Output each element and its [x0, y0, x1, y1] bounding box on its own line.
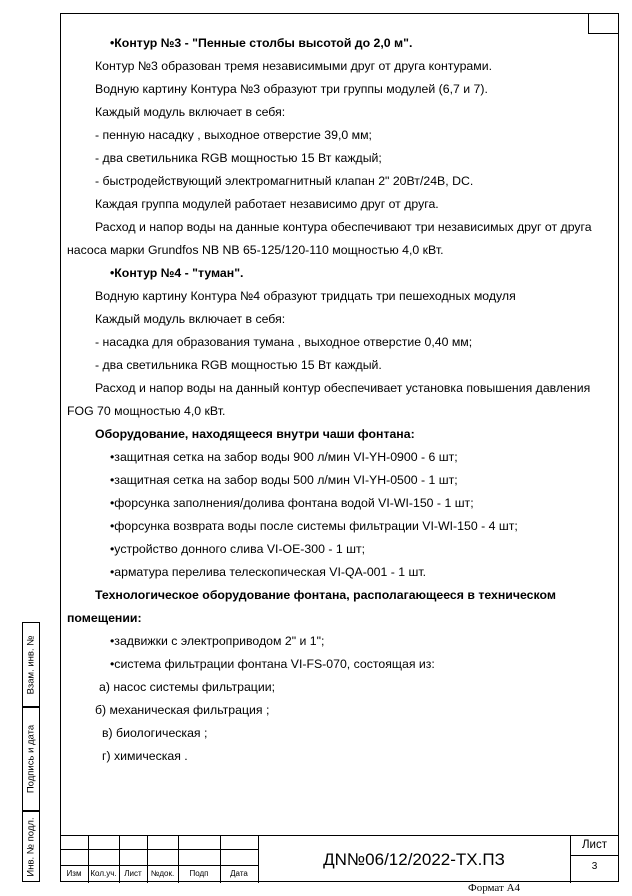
sheet-label: Лист	[582, 839, 607, 851]
list-item: - два светильника RGB мощностью 15 Вт каждый.	[95, 358, 382, 372]
side-label-inv: Инв. № подл.	[25, 816, 37, 877]
sub-list-item: в) биологическая ;	[102, 726, 208, 740]
heading-equipment-tech-room: Технологическое оборудование фонтана, располагающееся в техническом	[95, 588, 556, 602]
list-item: •система фильтрации фонтана VI-FS-070, состоящая из:	[110, 657, 435, 671]
document-code: ДN№06/12/2022-ТХ.ПЗ	[323, 850, 505, 869]
format-label: Формат А4	[468, 882, 521, 894]
list-item: •устройство донного слива VI-OE-300 - 1 шт;	[110, 542, 366, 556]
list-item: •защитная сетка на забор воды 500 л/мин VI-YH-0500 - 1 шт;	[110, 473, 458, 487]
sub-list-item: б) механическая фильтрация ;	[95, 703, 270, 717]
header-data: Дата	[230, 869, 248, 878]
text-line: Каждая группа модулей работает независимо друг от друга.	[95, 197, 439, 211]
side-label-vzam: Взам. инв. №	[25, 635, 37, 694]
header-izm: Изм	[66, 869, 82, 878]
side-field-podpis	[22, 707, 40, 811]
heading-equipment-bowl: Оборудование, находящееся внутри чаши фонтана:	[95, 427, 415, 441]
heading-equipment-tech-room-cont: помещении:	[67, 611, 142, 625]
list-item: •форсунка возврата воды после системы фильтрации VI-WI-150 - 4 шт;	[110, 519, 518, 533]
text-line: Каждый модуль включает в себя:	[95, 105, 286, 119]
list-item: - два светильника RGB мощностью 15 Вт каждый;	[95, 151, 382, 165]
heading-contour-4: •Контур №4 - "туман".	[110, 266, 244, 280]
corner-box	[588, 13, 619, 34]
side-label-podpis: Подпись и дата	[25, 724, 37, 794]
text-line: FOG 70 мощностью 4,0 кВт.	[67, 404, 226, 418]
header-ndok: №док.	[150, 869, 175, 878]
list-item: •арматура перелива телескопическая VI-QA-001 - 1 шт.	[110, 565, 427, 579]
list-item: •задвижки с электроприводом 2" и 1";	[110, 634, 325, 648]
list-item: - пенную насадку , выходное отверстие 39,0 мм;	[95, 128, 372, 142]
header-kol-uch: Кол.уч.	[90, 869, 117, 878]
side-field-inv	[22, 811, 40, 882]
text-line: насоса марки Grundfos NB NB 65-125/120-110 мощностью 4,0 кВт.	[67, 243, 444, 257]
list-item: •форсунка заполнения/долива фонтана водой VI-WI-150 - 1 шт;	[110, 496, 474, 510]
list-item: - насадка для образования тумана , выходное отверстие 0,40 мм;	[95, 335, 473, 349]
sub-list-item: г) химическая .	[102, 749, 188, 763]
side-field-vzam	[22, 622, 40, 707]
header-list: Лист	[124, 869, 142, 878]
sub-list-item: а) насос системы фильтрации;	[99, 680, 275, 694]
text-line: Контур №3 образован тремя независимыми друг от друга контурами.	[95, 59, 492, 73]
text-line: Водную картину Контура №3 образуют три группы модулей (6,7 и 7).	[95, 82, 488, 96]
text-line: Водную картину Контура №4 образуют тридцать три пешеходных модуля	[95, 289, 516, 303]
text-line: Расход и напор воды на данный контур обеспечивает установка повышения давления	[95, 381, 591, 395]
list-item: - быстродействующий электромагнитный клапан 2" 20Вт/24В, DC.	[95, 174, 474, 188]
heading-contour-3: •Контур №3 - "Пенные столбы высотой до 2,0 м".	[110, 36, 413, 50]
sheet-number: 3	[591, 861, 598, 872]
title-block	[60, 835, 619, 882]
list-item: •защитная сетка на забор воды 900 л/мин VI-YH-0900 - 6 шт;	[110, 450, 458, 464]
header-podp: Подп	[189, 869, 209, 878]
text-line: Каждый модуль включает в себя:	[95, 312, 286, 326]
text-line: Расход и напор воды на данные контура обеспечивают три независимых друг от друга	[95, 220, 592, 234]
